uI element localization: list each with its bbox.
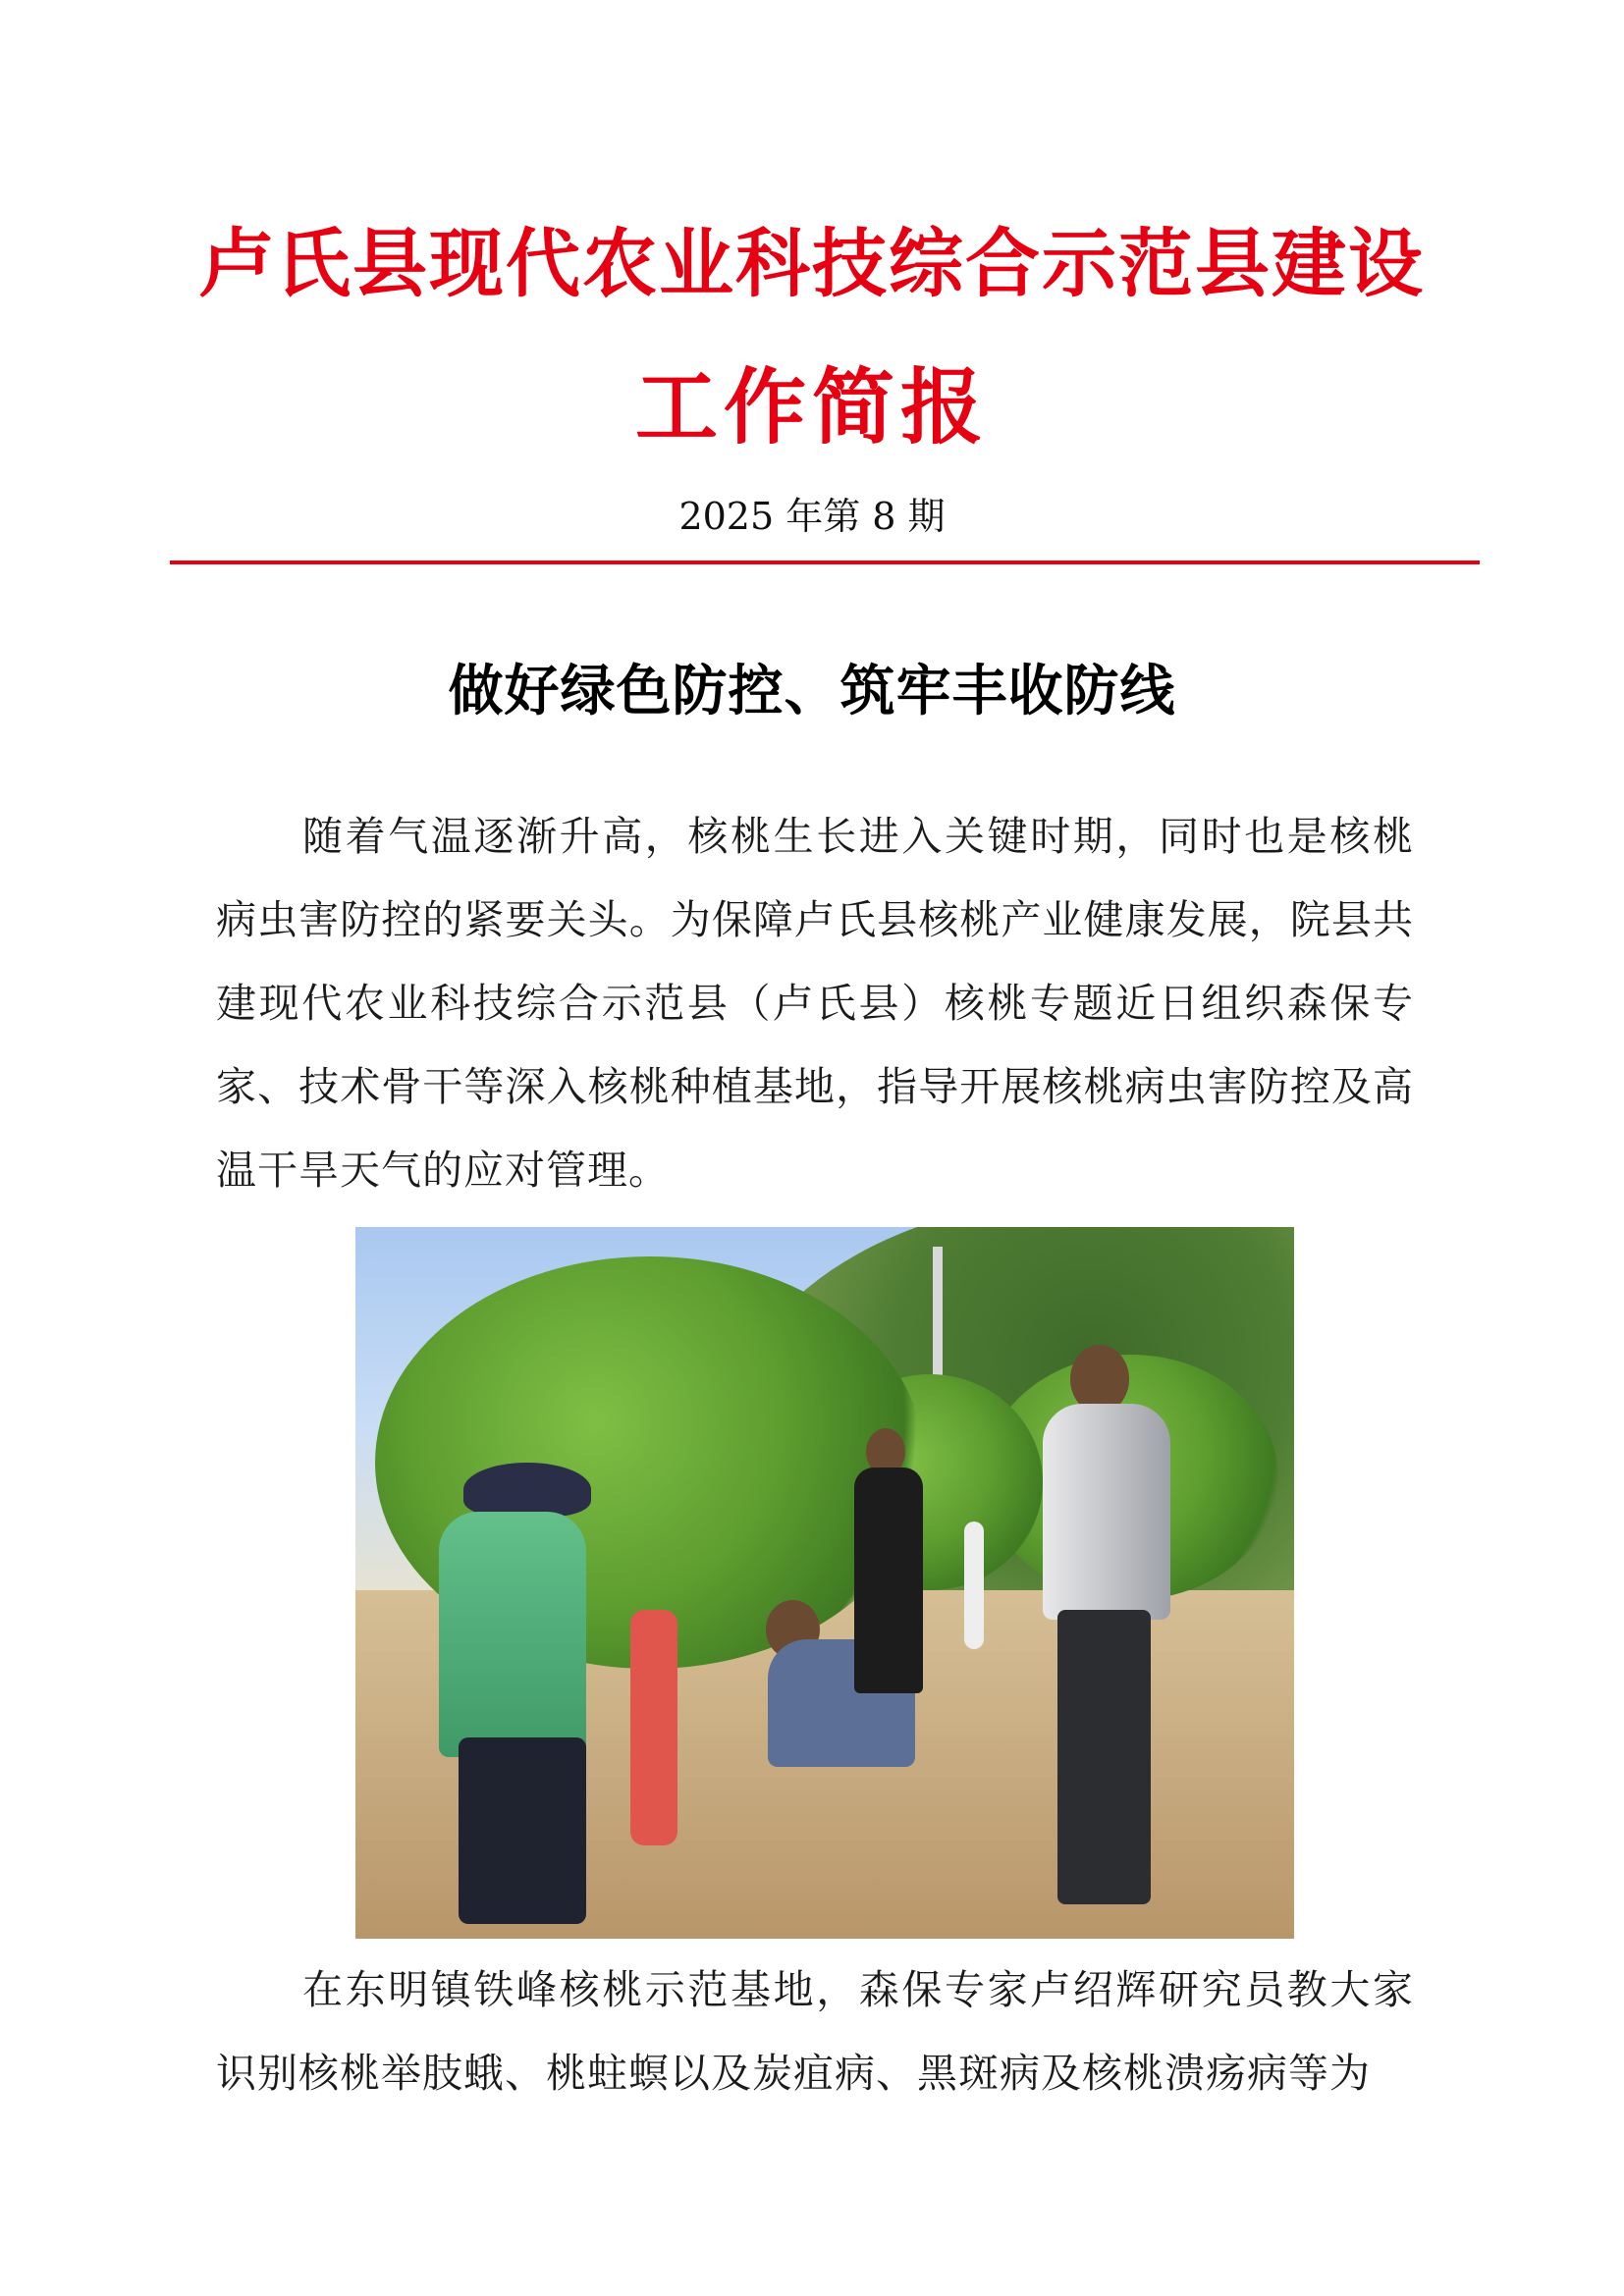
photo-person-green-jacket <box>439 1512 586 1757</box>
photo-person-hat <box>463 1463 591 1517</box>
masthead-subtitle: 工作简报 <box>634 358 989 455</box>
photo-standing-trousers <box>1057 1610 1151 1904</box>
article-headline: 做好绿色防控、筑牢丰收防线 <box>448 659 1176 723</box>
article-photo <box>355 1227 1294 1939</box>
article-paragraph-2: 在东明镇铁峰核桃示范基地，森保专家卢绍辉研究员教大家识别核桃举肢蛾、桃蛀螟以及炭疽病、黑斑病及核桃溃疡病等为 <box>216 1966 1414 2097</box>
photo-middle-trunk <box>964 1522 984 1649</box>
issue-number: 2025 年第 8 期 <box>678 495 946 538</box>
photo-person-trousers <box>459 1737 586 1924</box>
masthead-title: 卢氏县现代农业科技综合示范县建设 <box>199 220 1425 307</box>
photo-standing-jacket <box>1043 1404 1170 1620</box>
article-paragraph-1: 随着气温逐渐升高，核桃生长进入关键时期，同时也是核桃病虫害防控的紧要关头。为保障卢氏县核桃产业健康发展，院县共建现代农业科技综合示范县（卢氏县）核桃专题近日组织森保专家、技术骨干等深入核桃种植基地，指导开展核桃病虫害防控及高温干旱天气的应对管理。 <box>216 813 1414 1194</box>
photo-painted-trunk <box>630 1610 677 1845</box>
masthead-divider <box>170 561 1480 564</box>
photo-background-person <box>854 1468 923 1693</box>
